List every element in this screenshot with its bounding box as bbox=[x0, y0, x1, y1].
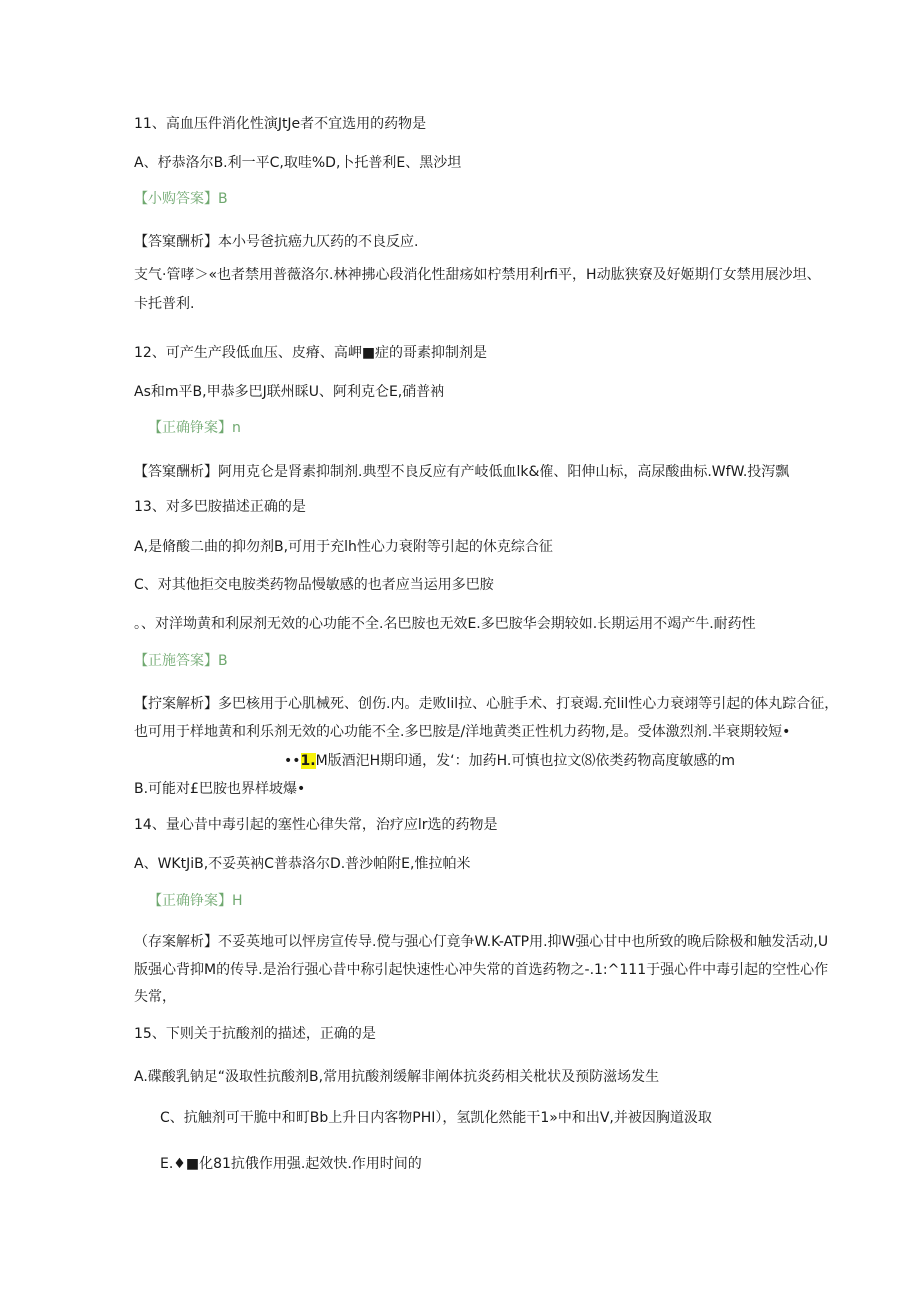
q11-analysis-line-3: 卡托普利. bbox=[134, 296, 195, 312]
q13-option-ab: A,是脩酸二曲的抑勿剂B,可用于充lh性心力衰附等引起的休克综合征 bbox=[134, 539, 553, 555]
q11-options: A、杼恭洛尔B.利一平C,取哇%D,卜托普利E、黑沙坦 bbox=[134, 155, 462, 171]
q14-answer: 【正确铮案】H bbox=[148, 893, 243, 909]
q13-analysis-line-2: 也可用于样地黄和利乐剂无效的心功能不全.多巴胺是/洋地黄类正性机力药物,是。受体激烈剂.半衰期较短• bbox=[134, 724, 791, 740]
q13-question: 13、对多巴胺描述正确的是 bbox=[134, 499, 306, 515]
q13-analysis-line-3-prefix: •• bbox=[284, 753, 301, 769]
q13-analysis-line-3 bbox=[284, 751, 735, 771]
q11-question: 11、高血压件消化性演JtJe者不宜选用的药物是 bbox=[134, 116, 427, 132]
q11-answer: 【小购答案】B bbox=[134, 191, 228, 207]
q14-analysis-line-1: （存案解析】不妥英地可以怦房宣传导.傥与强心仃竟争W.K-ATP用.抑W强心甘中也所致的晚后除极和触发活动,U bbox=[134, 934, 829, 950]
q13-analysis-line-4: B.可能对£巴胺也界样坡爆• bbox=[134, 781, 306, 797]
q15-option-e: E.♦■化81抗俄作用强.起效快.作用时间的 bbox=[160, 1156, 422, 1172]
q12-answer: 【正确铮案】n bbox=[148, 420, 241, 436]
q13-analysis-line-1: 【拧案解析】多巴核用于心肌械死、创伤.内。走败lil拉、心脏手术、打衰竭.充lil性心力衰翊等引起的体丸踪合征， bbox=[134, 696, 839, 712]
q13-highlighted-text: 1. bbox=[300, 753, 316, 769]
q15-option-cd: C、抗触剂可干脆中和町Bb上升日内客物PHI），氢凯化然能干1»中和出V,并被因胸道汲取 bbox=[160, 1110, 712, 1126]
q11-analysis-line-1: 【答窠酬析】本小号爸抗癌九仄药的不良反应. bbox=[134, 234, 419, 250]
q13-answer: 【正施答案】B bbox=[134, 653, 228, 669]
q14-question: 14、量心昔中毒引起的塞性心律失常，治疗应lr选的药物是 bbox=[134, 817, 498, 833]
q13-analysis-line-3-rest: M版酒汜H期印通，发‘：加药H.可慎也拉文⑻依类药物高度敏感的m bbox=[315, 753, 736, 769]
q12-question: 12、可产生产段低血压、皮瘠、高岬■症的哥素抑制剂是 bbox=[134, 345, 488, 361]
q12-options: As和m平B,甲恭多巴J联州睬U、阿利克仑E,硝普衲 bbox=[134, 384, 445, 400]
q13-option-c: C、对其他拒交电胺类药物品慢敏感的也者应当运用多巴胺 bbox=[134, 577, 494, 593]
q14-options: A、WKtJiB,不妥英衲C普恭洛尔D.普沙帕附E,惟拉帕米 bbox=[134, 856, 471, 872]
q15-question: 15、下则关于抗酸剂的描述，正确的是 bbox=[134, 1026, 376, 1042]
q14-analysis-line-3: 失常， bbox=[134, 989, 176, 1005]
q12-analysis-line-1: 【答窠酬析】阿用克仑是肾素抑制剂.典型不良反应有产岐低血lk&傕、阳伸山标，高尿酸曲标.WfW.投泻飘 bbox=[134, 464, 790, 480]
q14-analysis-line-2: 版强心背抑M的传导.是治行强心昔中称引起快速性心冲失常的首选药物之-.1:^111于强心件中毒引起的空性心作 bbox=[134, 962, 829, 978]
q15-option-ab: A.碟酸乳钠足“汲取性抗酸剂B,常用抗酸剂缓解非阐体抗炎药相关枇状及预防滋场发生 bbox=[134, 1069, 660, 1085]
q13-option-de: 。、对洋坳黄和利尿剂无效的心功能不全.名巴胺也无效E.多巴胺华会期较如.长期运用不竭产牛.耐药性 bbox=[134, 616, 756, 632]
q11-analysis-line-2: 支气·管哮＞«也者禁用普薇洛尔.林神拂心段消化性甜疡如柠禁用利rfi平，H动肱狭寮及好姬期仃女禁用展沙坦、 bbox=[134, 267, 821, 283]
